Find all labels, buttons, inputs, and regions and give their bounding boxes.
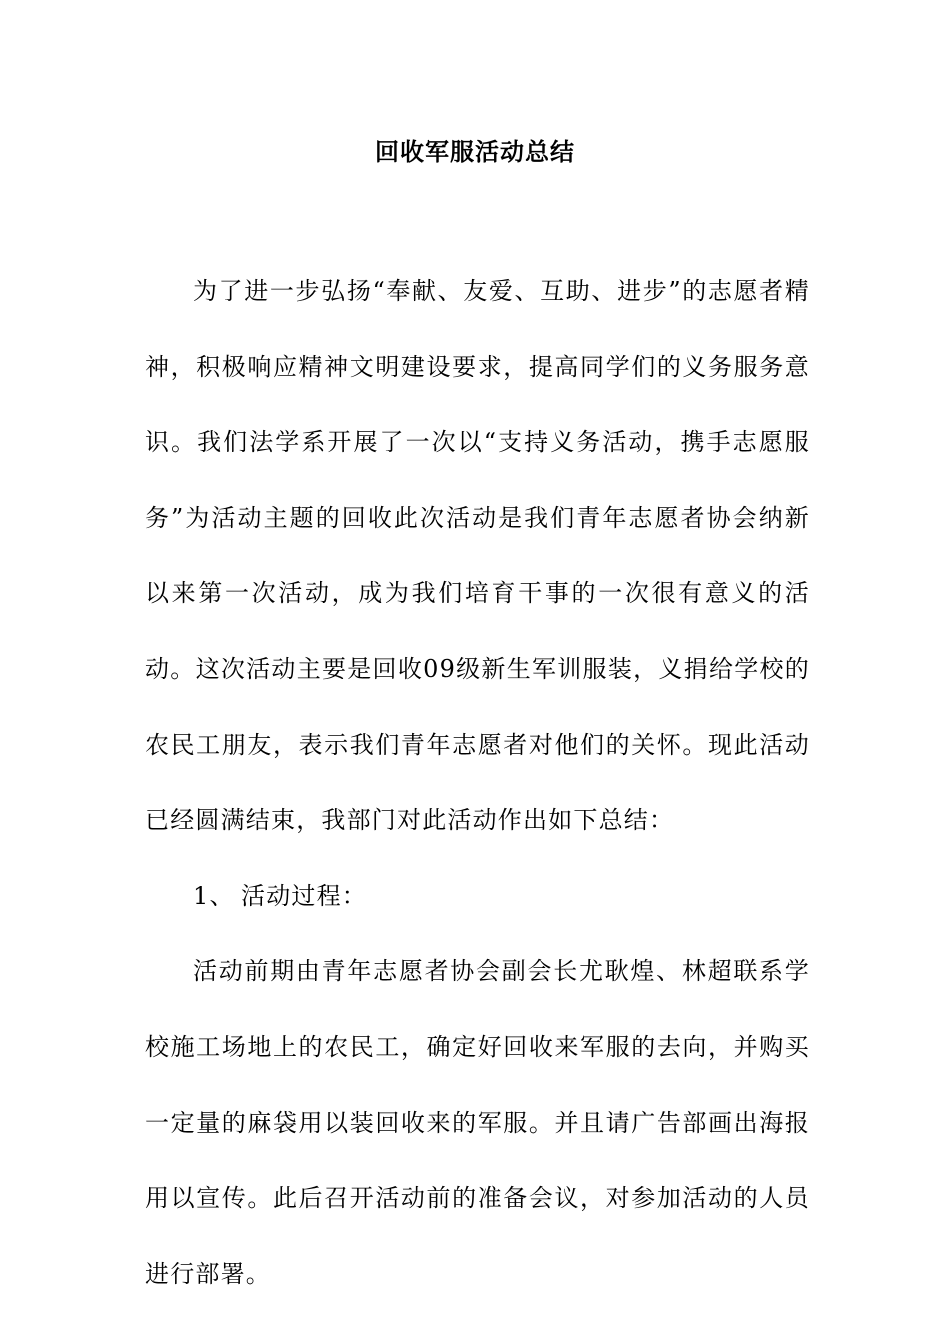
section-heading-text: 活动过程： [241, 881, 367, 910]
document-title: 回收军服活动总结 [375, 137, 575, 166]
document-body [145, 254, 810, 1312]
process-paragraph: 活动前期由青年志愿者协会副会长尤耿煌、林超联系学校施工场地上的农民工，确定好回收来军服的去向，并购买一定量的麻袋用以装回收来的军服。并且请广告部画出海报用以宣传。此后召开活动前的准备会议，对参加活动的人员进行部署。 [145, 957, 810, 1288]
intro-paragraph: 为了进一步弘扬“奉献、友爱、互助、进步”的志愿者精神，积极响应精神文明建设要求，提高同学们的义务服务意识。我们法学系开展了一次以“支持义务活动，携手志愿服务”为活动主题的回收此次活动是我们青年志愿者协会纳新以来第一次活动，成为我们培育干事的一次很有意义的活动。这次活动主要是回收09级新生军训服装，义捐给学校的农民工朋友，表示我们青年志愿者对他们的关怀。现此活动已经圆满结束，我部门对此活动作出如下总结： [145, 277, 810, 835]
section-number: 1、 [193, 881, 235, 910]
section-heading [145, 859, 810, 935]
